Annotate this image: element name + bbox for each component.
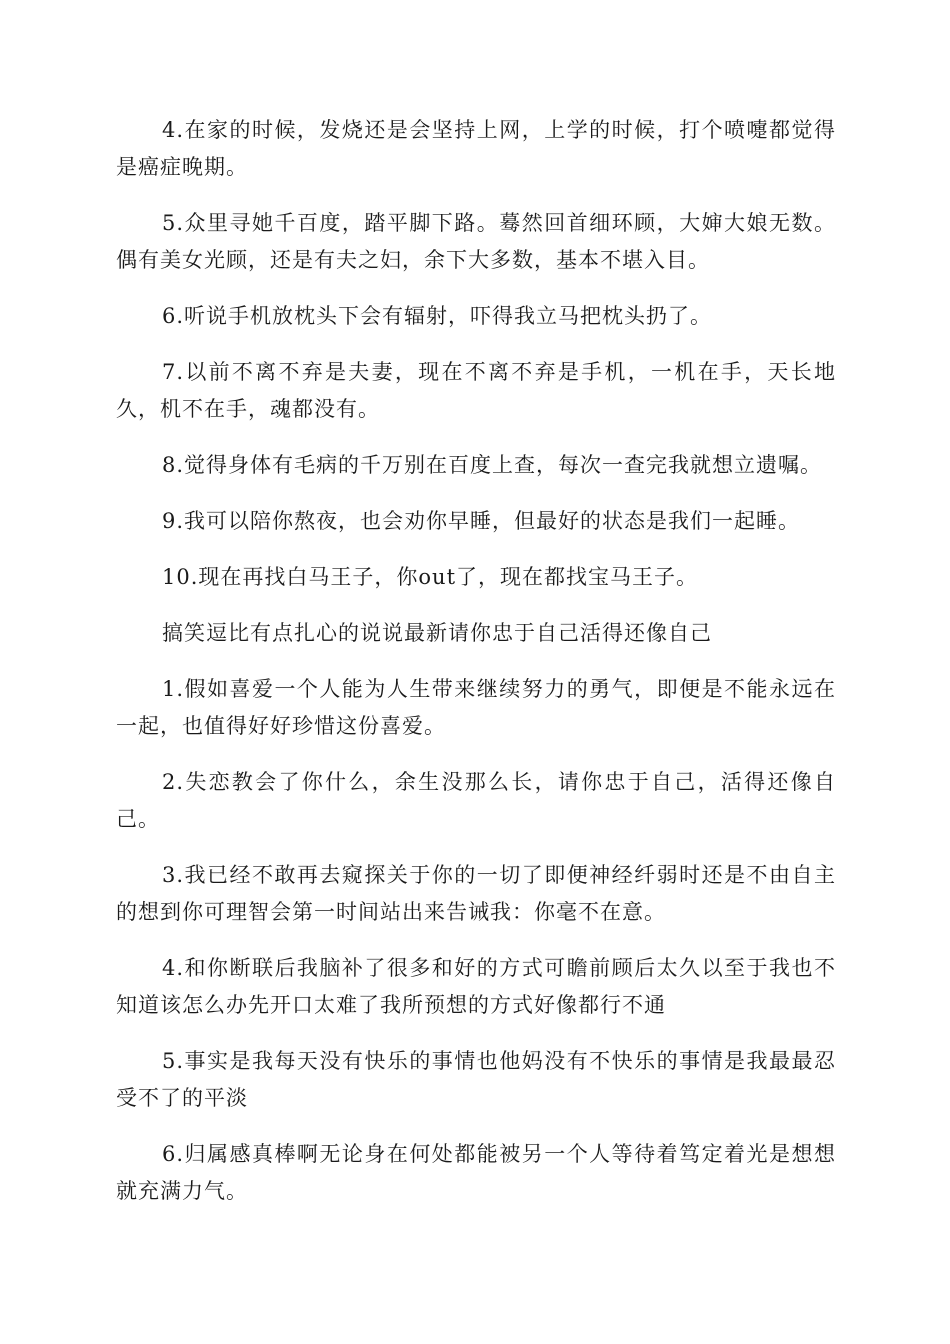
- paragraph: 9.我可以陪你熬夜，也会劝你早睡，但最好的状态是我们一起睡。: [162, 509, 801, 533]
- paragraph: 3.我已经不敢再去窥探关于你的一切了即便神经纤弱时还是不由自主的想到你可理智会第一时间站出来告诫我：你毫不在意。: [116, 863, 836, 924]
- paragraph: 5.众里寻她千百度，踏平脚下路。蓦然回首细环顾，大婶大娘无数。偶有美女光顾，还是有夫之妇，余下大多数，基本不堪入目。: [116, 211, 836, 272]
- paragraph: 10.现在再找白马王子，你out了，现在都找宝马王子。: [162, 565, 699, 589]
- section-heading: 搞笑逗比有点扎心的说说最新请你忠于自己活得还像自己: [162, 621, 712, 645]
- paragraph: 4.和你断联后我脑补了很多和好的方式可瞻前顾后太久以至于我也不知道该怎么办先开口太难了我所预想的方式好像都行不通: [116, 956, 836, 1017]
- paragraph: 2.失恋教会了你什么，余生没那么长，请你忠于自己，活得还像自己。: [116, 770, 836, 831]
- paragraph: 6.听说手机放枕头下会有辐射，吓得我立马把枕头扔了。: [162, 304, 713, 328]
- paragraph: 4.在家的时候，发烧还是会坚持上网，上学的时候，打个喷嚏都觉得是癌症晚期。: [116, 118, 836, 179]
- document-body: [116, 112, 836, 1229]
- paragraph: 5.事实是我每天没有快乐的事情也他妈没有不快乐的事情是我最最忍受不了的平淡: [116, 1049, 836, 1110]
- paragraph: 8.觉得身体有毛病的千万别在百度上查，每次一查完我就想立遗嘱。: [162, 453, 823, 477]
- paragraph: 6.归属感真棒啊无论身在何处都能被另一个人等待着笃定着光是想想就充满力气。: [116, 1142, 836, 1203]
- paragraph: 7.以前不离不弃是夫妻，现在不离不弃是手机，一机在手，天长地久，机不在手，魂都没有。: [116, 360, 836, 421]
- paragraph: 1.假如喜爱一个人能为人生带来继续努力的勇气，即便是不能永远在一起，也值得好好珍惜这份喜爱。: [116, 677, 836, 738]
